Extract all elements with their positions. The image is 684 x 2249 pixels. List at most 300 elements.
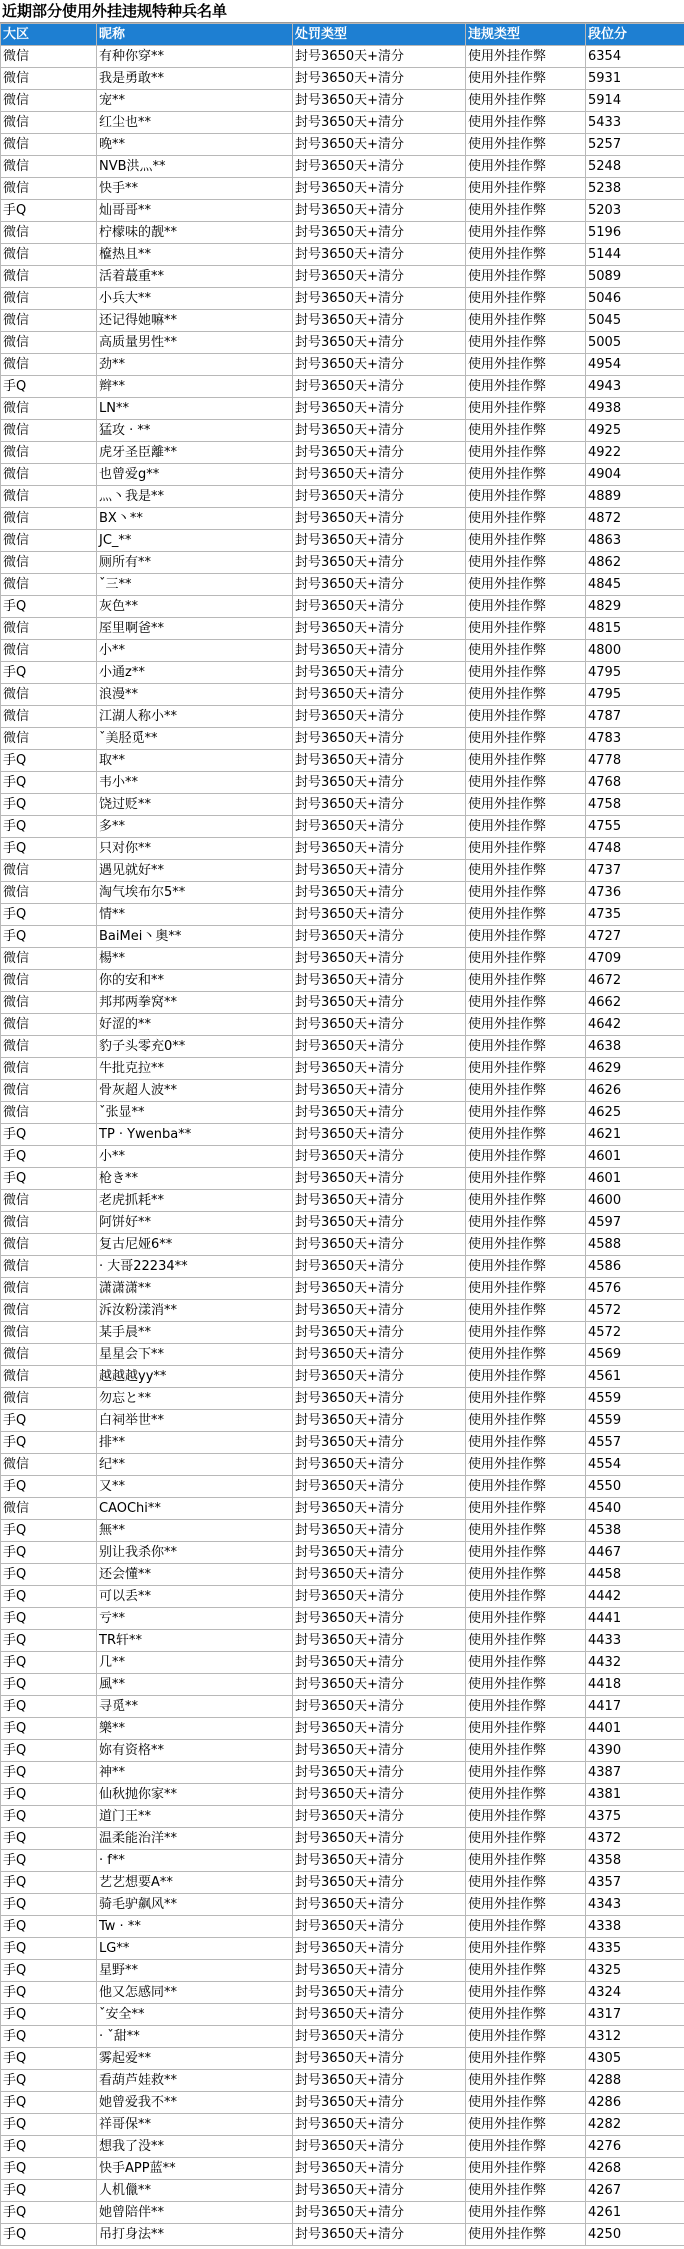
violation-cell: 使用外挂作弊	[466, 1938, 586, 1960]
score-cell: 6354	[586, 46, 684, 68]
nickname-cell: BaiMei丶奥**	[97, 926, 293, 948]
nickname-cell: 祥哥保**	[97, 2114, 293, 2136]
score-cell: 4317	[586, 2004, 684, 2026]
table-row	[1, 1916, 684, 1938]
punishment-cell: 封号3650天+清分	[293, 728, 466, 750]
score-cell: 5433	[586, 112, 684, 134]
nickname-cell: 快手APP蓝**	[97, 2158, 293, 2180]
region-cell: 微信	[1, 948, 97, 970]
table-row	[1, 860, 684, 882]
punishment-cell: 封号3650天+清分	[293, 992, 466, 1014]
violation-cell: 使用外挂作弊	[466, 1102, 586, 1124]
violation-cell: 使用外挂作弊	[466, 200, 586, 222]
punishment-cell: 封号3650天+清分	[293, 1366, 466, 1388]
punishment-cell: 封号3650天+清分	[293, 398, 466, 420]
region-cell: 微信	[1, 1278, 97, 1300]
score-cell: 4538	[586, 1520, 684, 1542]
score-cell: 4576	[586, 1278, 684, 1300]
region-cell: 手Q	[1, 2048, 97, 2070]
punishment-cell: 封号3650天+清分	[293, 860, 466, 882]
table-row	[1, 1608, 684, 1630]
nickname-cell: 妳有资格**	[97, 1740, 293, 1762]
nickname-cell: BX丶**	[97, 508, 293, 530]
nickname-cell: 淘气埃布尔5**	[97, 882, 293, 904]
violation-cell: 使用外挂作弊	[466, 1608, 586, 1630]
table-row	[1, 1960, 684, 1982]
nickname-cell: JC_**	[97, 530, 293, 552]
violation-cell: 使用外挂作弊	[466, 1630, 586, 1652]
nickname-cell: 老虎抓耗**	[97, 1190, 293, 1212]
violation-cell: 使用外挂作弊	[466, 1476, 586, 1498]
table-row	[1, 1542, 684, 1564]
region-cell: 微信	[1, 354, 97, 376]
nickname-cell: 看葫芦娃救**	[97, 2070, 293, 2092]
score-cell: 4261	[586, 2202, 684, 2224]
punishment-cell: 封号3650天+清分	[293, 464, 466, 486]
score-cell: 4672	[586, 970, 684, 992]
region-cell: 手Q	[1, 750, 97, 772]
violation-cell: 使用外挂作弊	[466, 1586, 586, 1608]
violation-cell: 使用外挂作弊	[466, 134, 586, 156]
table-row	[1, 464, 684, 486]
region-cell: 微信	[1, 266, 97, 288]
score-cell: 4387	[586, 1762, 684, 1784]
table-row	[1, 1454, 684, 1476]
punishment-cell: 封号3650天+清分	[293, 288, 466, 310]
punishment-cell: 封号3650天+清分	[293, 750, 466, 772]
nickname-cell: 楊**	[97, 948, 293, 970]
violation-cell: 使用外挂作弊	[466, 2136, 586, 2158]
table-row	[1, 1102, 684, 1124]
table-row	[1, 640, 684, 662]
nickname-cell: 只对你**	[97, 838, 293, 860]
table-row	[1, 706, 684, 728]
violation-cell: 使用外挂作弊	[466, 1454, 586, 1476]
punishment-cell: 封号3650天+清分	[293, 1872, 466, 1894]
region-cell: 微信	[1, 1498, 97, 1520]
region-cell: 微信	[1, 420, 97, 442]
punishment-cell: 封号3650天+清分	[293, 332, 466, 354]
region-cell: 手Q	[1, 926, 97, 948]
table-row	[1, 1652, 684, 1674]
region-cell: 手Q	[1, 1564, 97, 1586]
score-cell: 4572	[586, 1322, 684, 1344]
table-row	[1, 618, 684, 640]
region-cell: 手Q	[1, 904, 97, 926]
score-cell: 4442	[586, 1586, 684, 1608]
region-cell: 手Q	[1, 2114, 97, 2136]
region-cell: 手Q	[1, 1674, 97, 1696]
punishment-cell: 封号3650天+清分	[293, 1432, 466, 1454]
table-row	[1, 1872, 684, 1894]
region-cell: 微信	[1, 1234, 97, 1256]
violation-cell: 使用外挂作弊	[466, 112, 586, 134]
violation-cell: 使用外挂作弊	[466, 640, 586, 662]
punishment-cell: 封号3650天+清分	[293, 684, 466, 706]
score-cell: 4250	[586, 2224, 684, 2246]
table-row	[1, 1784, 684, 1806]
region-cell: 手Q	[1, 1542, 97, 1564]
region-cell: 微信	[1, 68, 97, 90]
violation-cell: 使用外挂作弊	[466, 1674, 586, 1696]
punishment-cell: 封号3650天+清分	[293, 46, 466, 68]
table-row	[1, 376, 684, 398]
region-cell: 微信	[1, 90, 97, 112]
nickname-cell: TR轩**	[97, 1630, 293, 1652]
score-cell: 4778	[586, 750, 684, 772]
table-row	[1, 1476, 684, 1498]
region-cell: 手Q	[1, 1652, 97, 1674]
nickname-cell: 阿饼好**	[97, 1212, 293, 1234]
table-row	[1, 178, 684, 200]
table-row	[1, 2070, 684, 2092]
punishment-cell: 封号3650天+清分	[293, 68, 466, 90]
score-cell: 4559	[586, 1388, 684, 1410]
violation-cell: 使用外挂作弊	[466, 1784, 586, 1806]
region-cell: 手Q	[1, 1894, 97, 1916]
score-cell: 4282	[586, 2114, 684, 2136]
punishment-cell: 封号3650天+清分	[293, 618, 466, 640]
punishment-cell: 封号3650天+清分	[293, 1784, 466, 1806]
punishment-cell: 封号3650天+清分	[293, 2114, 466, 2136]
table-row	[1, 1300, 684, 1322]
nickname-cell: 小**	[97, 1146, 293, 1168]
violation-cell: 使用外挂作弊	[466, 794, 586, 816]
table-row	[1, 222, 684, 244]
table-row	[1, 156, 684, 178]
nickname-cell: 艺艺想要A**	[97, 1872, 293, 1894]
table-row	[1, 1740, 684, 1762]
score-cell: 4736	[586, 882, 684, 904]
violation-cell: 使用外挂作弊	[466, 596, 586, 618]
region-cell: 微信	[1, 1322, 97, 1344]
sheet-title: 近期部分使用外挂违规特种兵名单	[0, 0, 684, 23]
violation-cell: 使用外挂作弊	[466, 2180, 586, 2202]
punishment-cell: 封号3650天+清分	[293, 2224, 466, 2246]
table-row	[1, 1124, 684, 1146]
score-cell: 5914	[586, 90, 684, 112]
punishment-cell: 封号3650天+清分	[293, 2048, 466, 2070]
table-row	[1, 750, 684, 772]
punishment-cell: 封号3650天+清分	[293, 1938, 466, 1960]
punishment-cell: 封号3650天+清分	[293, 794, 466, 816]
table-row	[1, 992, 684, 1014]
punishment-cell: 封号3650天+清分	[293, 882, 466, 904]
score-cell: 4735	[586, 904, 684, 926]
region-cell: 手Q	[1, 1850, 97, 1872]
region-cell: 微信	[1, 464, 97, 486]
region-cell: 手Q	[1, 1762, 97, 1784]
score-cell: 4324	[586, 1982, 684, 2004]
violation-cell: 使用外挂作弊	[466, 574, 586, 596]
punishment-cell: 封号3650天+清分	[293, 200, 466, 222]
table-row	[1, 2048, 684, 2070]
score-cell: 4441	[586, 1608, 684, 1630]
table-row	[1, 1322, 684, 1344]
punishment-cell: 封号3650天+清分	[293, 596, 466, 618]
table-row	[1, 2026, 684, 2048]
table-row	[1, 552, 684, 574]
violation-cell: 使用外挂作弊	[466, 1850, 586, 1872]
region-cell: 手Q	[1, 1718, 97, 1740]
nickname-cell: · 大哥22234**	[97, 1256, 293, 1278]
region-cell: 手Q	[1, 200, 97, 222]
table-row	[1, 1388, 684, 1410]
punishment-cell: 封号3650天+清分	[293, 1894, 466, 1916]
region-cell: 手Q	[1, 2004, 97, 2026]
nickname-cell: 他又怎感同**	[97, 1982, 293, 2004]
punishment-cell: 封号3650天+清分	[293, 1212, 466, 1234]
nickname-cell: 也曾爱g**	[97, 464, 293, 486]
nickname-cell: 無**	[97, 1520, 293, 1542]
region-cell: 微信	[1, 134, 97, 156]
violation-cell: 使用外挂作弊	[466, 1168, 586, 1190]
score-cell: 4800	[586, 640, 684, 662]
score-cell: 4312	[586, 2026, 684, 2048]
table-row	[1, 882, 684, 904]
region-cell: 微信	[1, 310, 97, 332]
punishment-cell: 封号3650天+清分	[293, 1454, 466, 1476]
score-cell: 4629	[586, 1058, 684, 1080]
nickname-cell: LG**	[97, 1938, 293, 1960]
nickname-cell: 潇潇潇**	[97, 1278, 293, 1300]
nickname-cell: 我是勇敢**	[97, 68, 293, 90]
score-cell: 4358	[586, 1850, 684, 1872]
violation-cell: 使用外挂作弊	[466, 1960, 586, 1982]
region-cell: 微信	[1, 244, 97, 266]
table-body	[1, 46, 684, 2246]
region-cell: 微信	[1, 706, 97, 728]
violation-cell: 使用外挂作弊	[466, 684, 586, 706]
score-cell: 4954	[586, 354, 684, 376]
region-cell: 微信	[1, 640, 97, 662]
violation-cell: 使用外挂作弊	[466, 178, 586, 200]
region-cell: 微信	[1, 1102, 97, 1124]
region-cell: 手Q	[1, 2180, 97, 2202]
score-cell: 4557	[586, 1432, 684, 1454]
table-row	[1, 1850, 684, 1872]
score-cell: 5045	[586, 310, 684, 332]
violation-cell: 使用外挂作弊	[466, 1696, 586, 1718]
table-row	[1, 244, 684, 266]
nickname-cell: 灿哥哥**	[97, 200, 293, 222]
region-cell: 手Q	[1, 1806, 97, 1828]
punishment-cell: 封号3650天+清分	[293, 1564, 466, 1586]
punishment-cell: 封号3650天+清分	[293, 706, 466, 728]
punishment-cell: 封号3650天+清分	[293, 1388, 466, 1410]
punishment-cell: 封号3650天+清分	[293, 1586, 466, 1608]
region-cell: 微信	[1, 332, 97, 354]
score-cell: 4872	[586, 508, 684, 530]
nickname-cell: 枪き**	[97, 1168, 293, 1190]
region-cell: 微信	[1, 222, 97, 244]
violation-cell: 使用外挂作弊	[466, 1542, 586, 1564]
score-cell: 5203	[586, 200, 684, 222]
nickname-cell: TP · Ywenba**	[97, 1124, 293, 1146]
score-cell: 4845	[586, 574, 684, 596]
punishment-cell: 封号3650天+清分	[293, 1278, 466, 1300]
violation-cell: 使用外挂作弊	[466, 1828, 586, 1850]
score-cell: 4343	[586, 1894, 684, 1916]
nickname-cell: 取**	[97, 750, 293, 772]
violation-cell: 使用外挂作弊	[466, 1014, 586, 1036]
region-cell: 微信	[1, 882, 97, 904]
region-cell: 微信	[1, 1058, 97, 1080]
table-row	[1, 1256, 684, 1278]
region-cell: 手Q	[1, 1938, 97, 1960]
table-row	[1, 1982, 684, 2004]
violation-cell: 使用外挂作弊	[466, 2026, 586, 2048]
region-cell: 微信	[1, 1256, 97, 1278]
punishment-cell: 封号3650天+清分	[293, 2136, 466, 2158]
score-cell: 4795	[586, 662, 684, 684]
violation-cell: 使用外挂作弊	[466, 1410, 586, 1432]
score-cell: 4554	[586, 1454, 684, 1476]
score-cell: 4540	[586, 1498, 684, 1520]
table-row	[1, 1366, 684, 1388]
nickname-cell: 骨灰超人波**	[97, 1080, 293, 1102]
punishment-cell: 封号3650天+清分	[293, 1234, 466, 1256]
table-row	[1, 728, 684, 750]
score-cell: 4390	[586, 1740, 684, 1762]
score-cell: 4597	[586, 1212, 684, 1234]
score-cell: 5248	[586, 156, 684, 178]
punishment-cell: 封号3650天+清分	[293, 1674, 466, 1696]
punishment-cell: 封号3650天+清分	[293, 244, 466, 266]
score-cell: 4381	[586, 1784, 684, 1806]
table-row	[1, 420, 684, 442]
table-row	[1, 970, 684, 992]
punishment-cell: 封号3650天+清分	[293, 156, 466, 178]
violation-cell: 使用外挂作弊	[466, 816, 586, 838]
table-row	[1, 310, 684, 332]
nickname-cell: 快手**	[97, 178, 293, 200]
region-cell: 手Q	[1, 1476, 97, 1498]
table-row	[1, 266, 684, 288]
table-row	[1, 1410, 684, 1432]
table-row	[1, 288, 684, 310]
table-row	[1, 508, 684, 530]
region-cell: 手Q	[1, 2224, 97, 2246]
region-cell: 微信	[1, 860, 97, 882]
region-cell: 手Q	[1, 376, 97, 398]
region-cell: 手Q	[1, 794, 97, 816]
region-cell: 微信	[1, 398, 97, 420]
table-row	[1, 90, 684, 112]
violation-cell: 使用外挂作弊	[466, 508, 586, 530]
nickname-cell: 猛攻 · **	[97, 420, 293, 442]
violation-cell: 使用外挂作弊	[466, 464, 586, 486]
table-row	[1, 1058, 684, 1080]
score-cell: 4889	[586, 486, 684, 508]
table-row	[1, 772, 684, 794]
score-cell: 4268	[586, 2158, 684, 2180]
violation-cell: 使用外挂作弊	[466, 420, 586, 442]
violation-cell: 使用外挂作弊	[466, 244, 586, 266]
punishment-cell: 封号3650天+清分	[293, 376, 466, 398]
punishment-cell: 封号3650天+清分	[293, 662, 466, 684]
region-cell: 微信	[1, 970, 97, 992]
region-cell: 微信	[1, 552, 97, 574]
score-cell: 4286	[586, 2092, 684, 2114]
violation-cell: 使用外挂作弊	[466, 1190, 586, 1212]
violation-cell: 使用外挂作弊	[466, 1916, 586, 1938]
region-cell: 微信	[1, 530, 97, 552]
region-cell: 微信	[1, 1212, 97, 1234]
nickname-cell: 灬丶我是**	[97, 486, 293, 508]
score-cell: 4559	[586, 1410, 684, 1432]
table-row	[1, 1168, 684, 1190]
score-cell: 4572	[586, 1300, 684, 1322]
violation-cell: 使用外挂作弊	[466, 1762, 586, 1784]
punishment-cell: 封号3650天+清分	[293, 1608, 466, 1630]
nickname-cell: 她曾爱我不**	[97, 2092, 293, 2114]
punishment-cell: 封号3650天+清分	[293, 1828, 466, 1850]
score-cell: 4600	[586, 1190, 684, 1212]
punishment-cell: 封号3650天+清分	[293, 970, 466, 992]
table-row	[1, 200, 684, 222]
punishment-cell: 封号3650天+清分	[293, 772, 466, 794]
nickname-cell: 有种你穿**	[97, 46, 293, 68]
region-cell: 手Q	[1, 1696, 97, 1718]
violation-cell: 使用外挂作弊	[466, 1212, 586, 1234]
nickname-cell: · ˇ甜**	[97, 2026, 293, 2048]
nickname-cell: 骑毛驴飙风**	[97, 1894, 293, 1916]
region-cell: 微信	[1, 1080, 97, 1102]
table-row	[1, 332, 684, 354]
punishment-cell: 封号3650天+清分	[293, 178, 466, 200]
punishment-cell: 封号3650天+清分	[293, 574, 466, 596]
violation-cell: 使用外挂作弊	[466, 772, 586, 794]
punishment-cell: 封号3650天+清分	[293, 1630, 466, 1652]
nickname-cell: 柠檬味的靓**	[97, 222, 293, 244]
table-row	[1, 2092, 684, 2114]
violation-cell: 使用外挂作弊	[466, 838, 586, 860]
table-row	[1, 2180, 684, 2202]
nickname-cell: 檶热且**	[97, 244, 293, 266]
punishment-cell: 封号3650天+清分	[293, 1498, 466, 1520]
header-rank-score: 段位分	[586, 24, 684, 46]
violation-cell: 使用外挂作弊	[466, 750, 586, 772]
score-cell: 4748	[586, 838, 684, 860]
punishment-cell: 封号3650天+清分	[293, 1256, 466, 1278]
score-cell: 4357	[586, 1872, 684, 1894]
table-row	[1, 1498, 684, 1520]
score-cell: 4755	[586, 816, 684, 838]
table-row	[1, 1520, 684, 1542]
table-row	[1, 1344, 684, 1366]
region-cell: 手Q	[1, 2202, 97, 2224]
region-cell: 手Q	[1, 1586, 97, 1608]
nickname-cell: LN**	[97, 398, 293, 420]
violation-cell: 使用外挂作弊	[466, 2114, 586, 2136]
region-cell: 微信	[1, 1036, 97, 1058]
score-cell: 4862	[586, 552, 684, 574]
punishment-cell: 封号3650天+清分	[293, 552, 466, 574]
nickname-cell: 白祠举世**	[97, 1410, 293, 1432]
score-cell: 4458	[586, 1564, 684, 1586]
violation-cell: 使用外挂作弊	[466, 2048, 586, 2070]
region-cell: 微信	[1, 1300, 97, 1322]
violation-cell: 使用外挂作弊	[466, 1432, 586, 1454]
violation-cell: 使用外挂作弊	[466, 222, 586, 244]
region-cell: 手Q	[1, 1608, 97, 1630]
score-cell: 4467	[586, 1542, 684, 1564]
score-cell: 4795	[586, 684, 684, 706]
nickname-cell: 劲**	[97, 354, 293, 376]
nickname-cell: 厔里啊爸**	[97, 618, 293, 640]
nickname-cell: 牛批克拉**	[97, 1058, 293, 1080]
